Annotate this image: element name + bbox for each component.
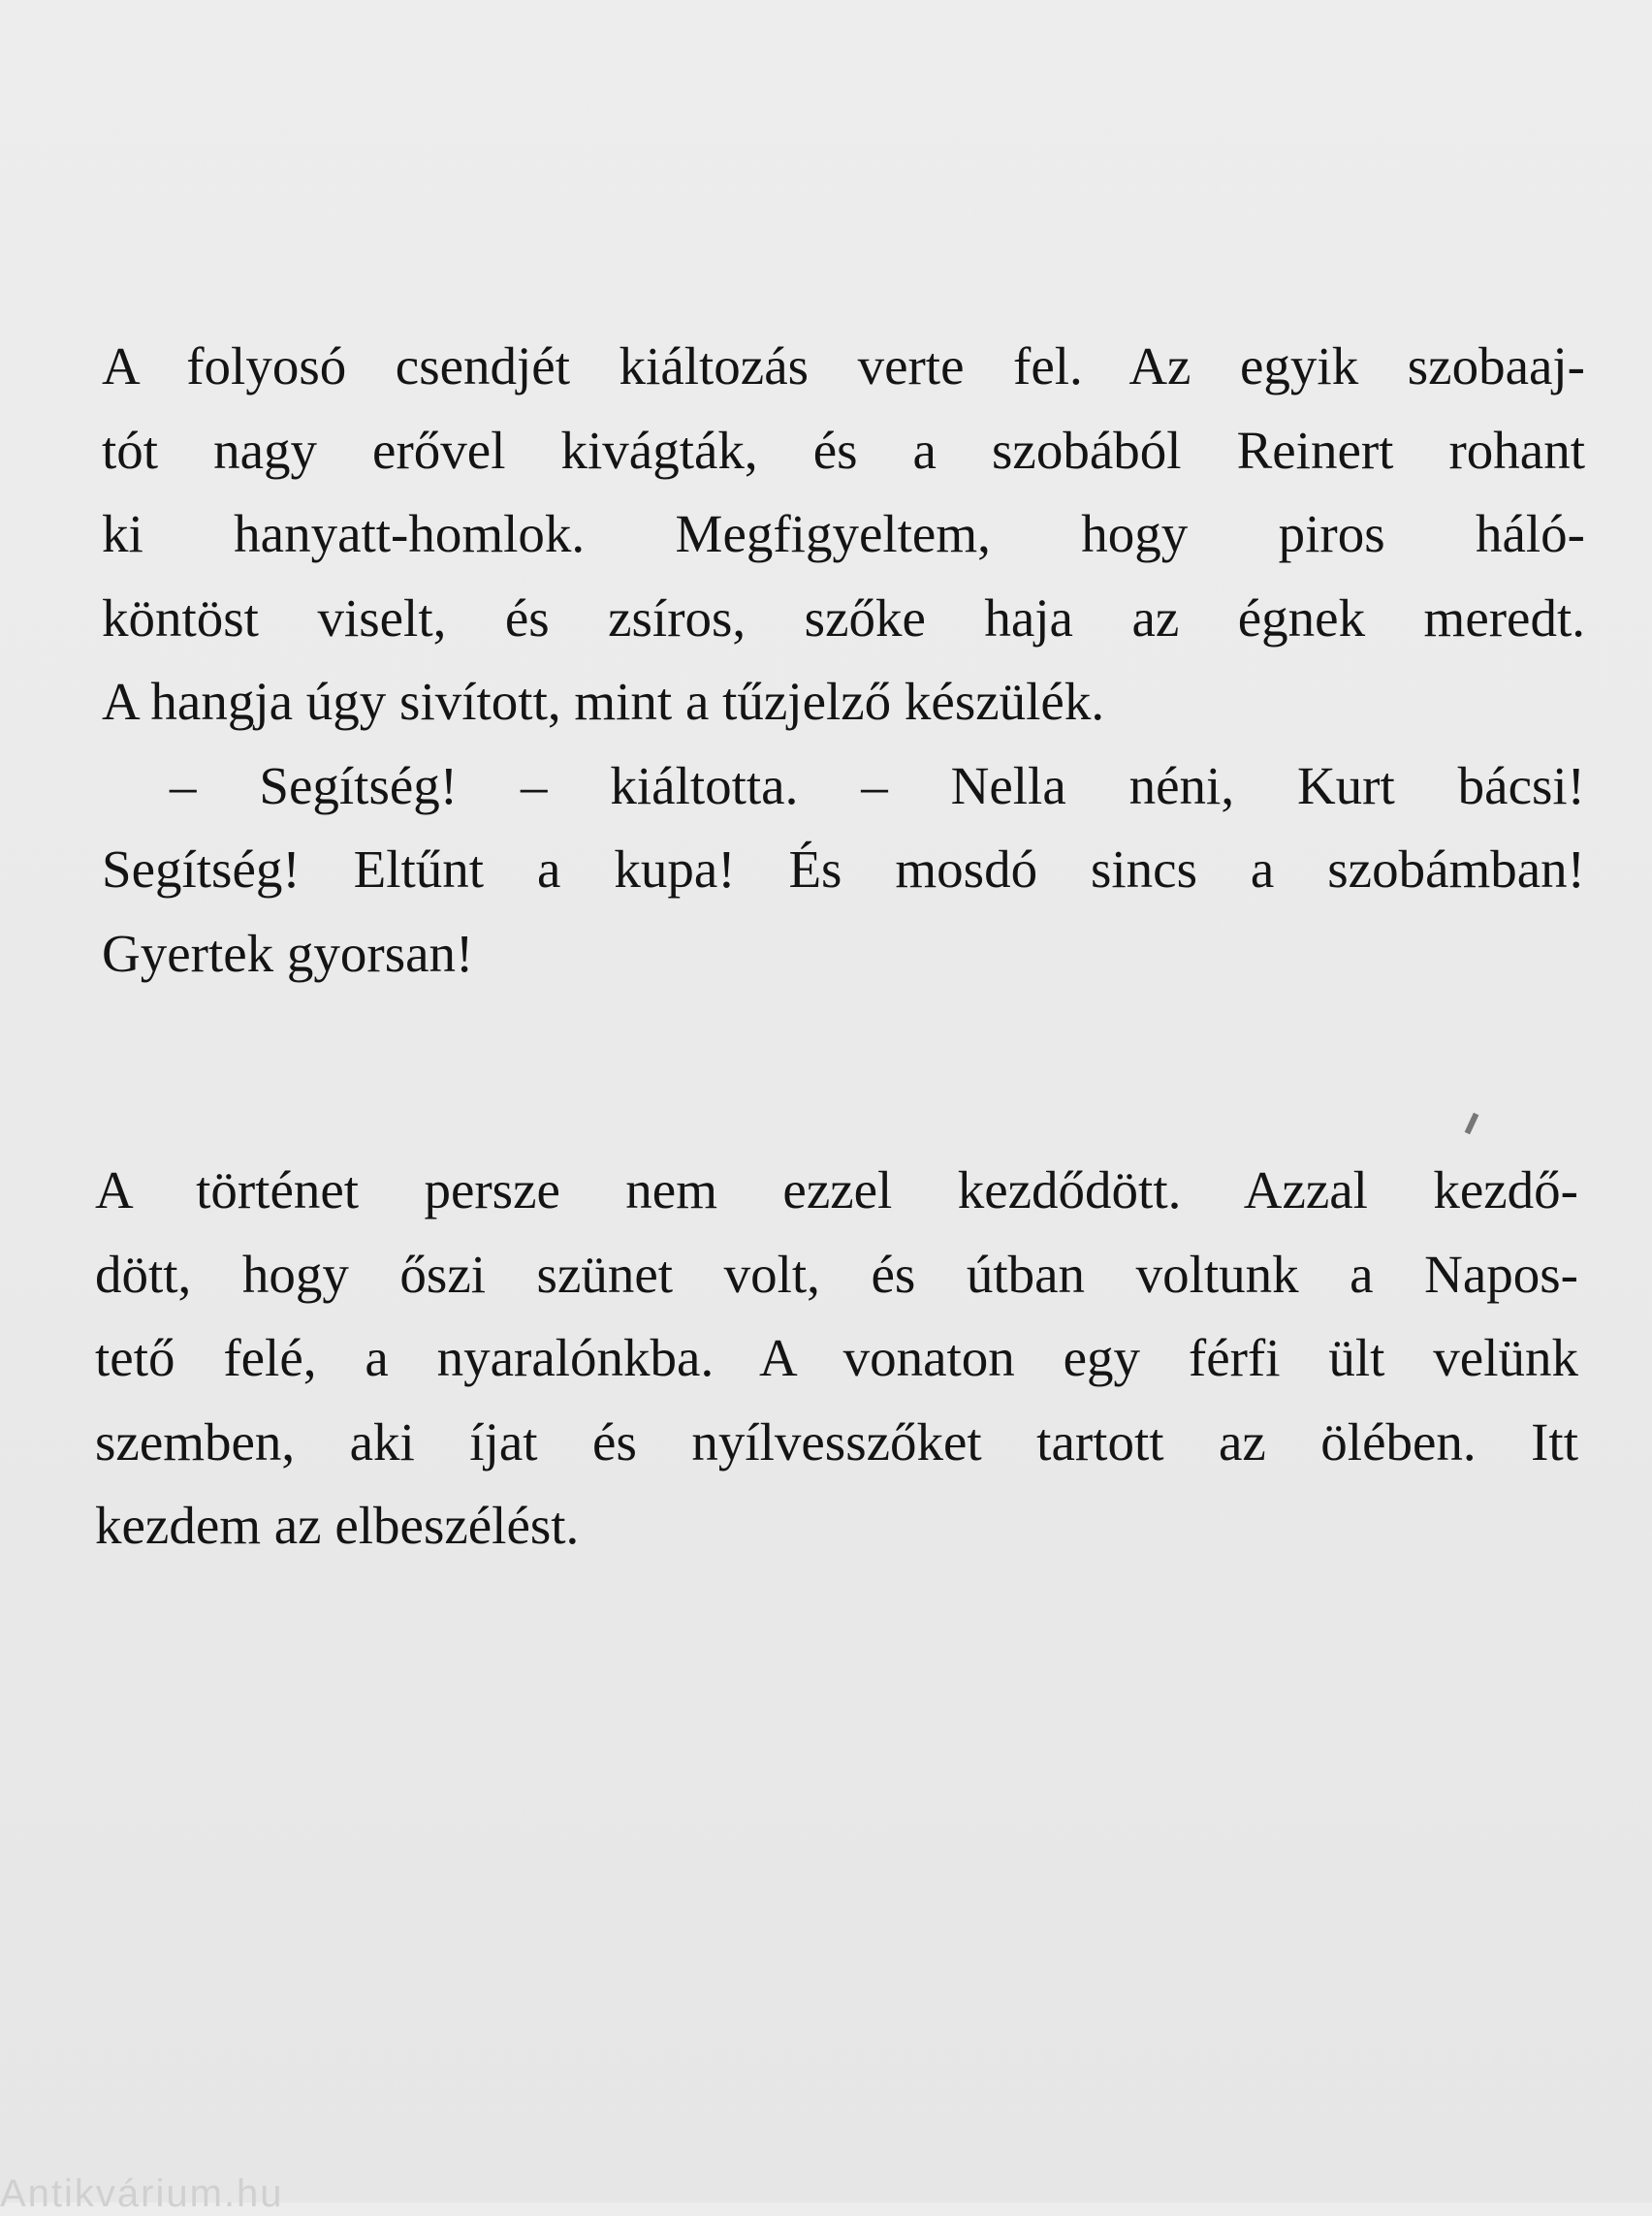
text-line: – Segítség! – kiáltotta. – Nella néni, Kurt bácsi! (170, 755, 1585, 815)
text-line: kezdem az elbeszélést. (95, 1496, 580, 1555)
text-line: Gyertek gyorsan! (102, 923, 474, 983)
text-line: szemben, aki íjat és nyílvesszőket tartott az ölében. Itt (95, 1411, 1578, 1472)
watermark: Antikvárium.hu (0, 2172, 284, 2215)
paragraph-1 (102, 325, 1585, 744)
text-line: A hangja úgy sivított, mint a tűzjelző készülék. (102, 672, 1105, 731)
text-line: Segítség! Eltűnt a kupa! És mosdó sincs a szobámban! (102, 839, 1585, 899)
text-line: dött, hogy őszi szünet volt, és útban voltunk a Napos- (95, 1244, 1578, 1304)
paragraph-3 (95, 1149, 1578, 1568)
text-block-top (102, 325, 1585, 996)
paragraph-2 (102, 744, 1585, 997)
text-line: ki hanyatt-homlok. Megfigyeltem, hogy piros háló- (102, 504, 1585, 563)
text-line: tető felé, a nyaralónkba. A vonaton egy férfi ült velünk (95, 1328, 1578, 1387)
text-line: A folyosó csendjét kiáltozás verte fel. Az egyik szobaaj- (102, 336, 1585, 396)
text-line: tót nagy erővel kivágták, és a szobából Reinert rohant (102, 420, 1585, 480)
text-line: A történet persze nem ezzel kezdődött. Azzal kezdő- (95, 1160, 1578, 1219)
ink-mark (1465, 1113, 1479, 1134)
text-block-bottom (95, 1149, 1578, 1568)
text-line: köntöst viselt, és zsíros, szőke haja az égnek meredt. (102, 587, 1585, 648)
